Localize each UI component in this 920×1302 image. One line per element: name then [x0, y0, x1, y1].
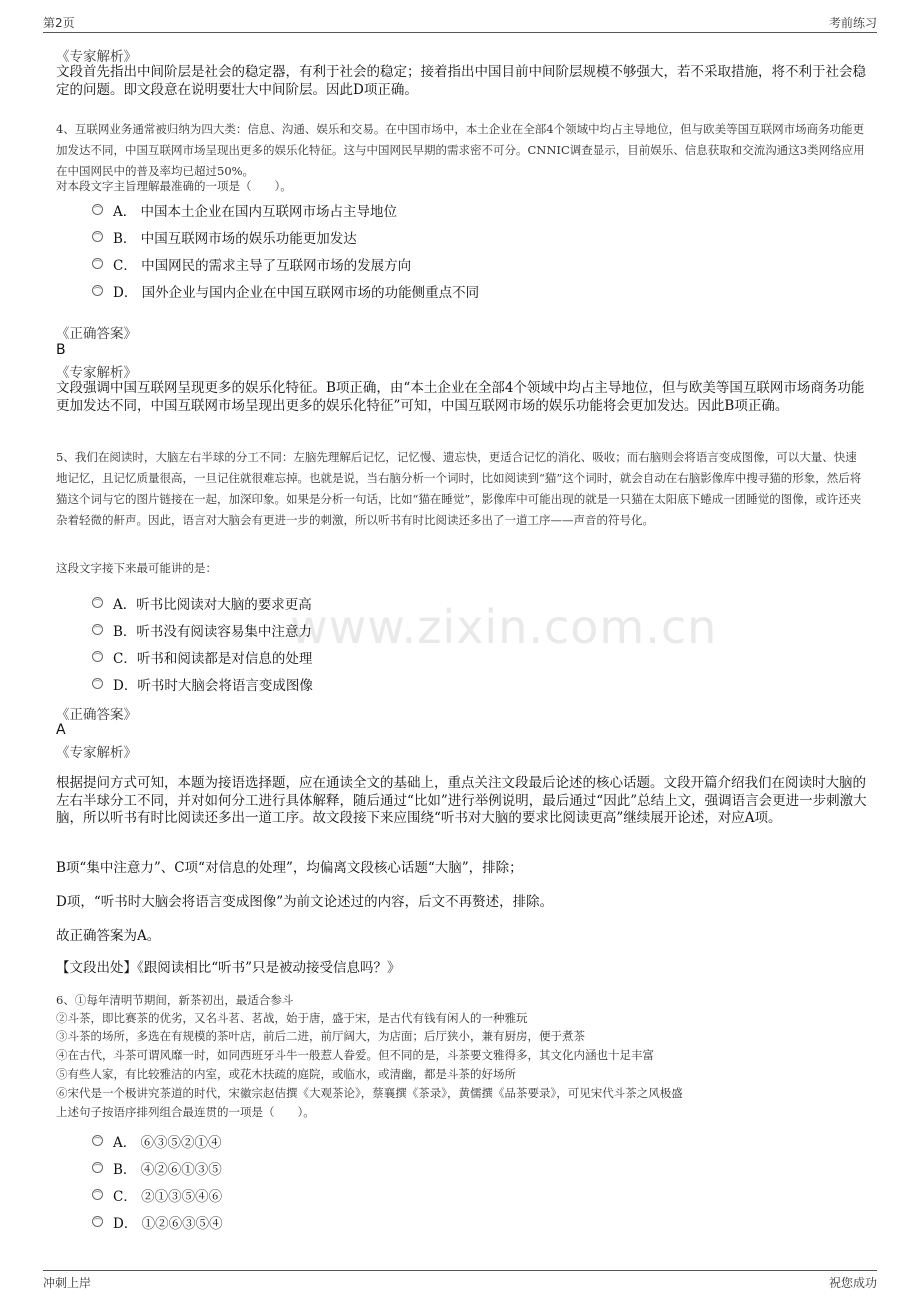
option-label: A． 中国本土企业在国内互联网市场占主导地位 [113, 204, 398, 220]
footer-right: 祝您成功 [828, 1276, 877, 1290]
header-title: 考前练习 [828, 16, 877, 30]
radio-icon[interactable] [92, 258, 103, 269]
radio-icon[interactable] [92, 624, 103, 635]
q3-expert-label: 《专家解析》 [56, 49, 137, 65]
q4-option-a[interactable] [92, 200, 792, 220]
q6-option-c[interactable] [92, 1185, 792, 1205]
option-label: C． 中国网民的需求主导了互联网市场的发展方向 [113, 258, 412, 274]
option-label: D． ①②⑥③⑤④ [113, 1216, 223, 1232]
q5-option-b[interactable] [92, 620, 792, 640]
radio-icon[interactable] [92, 1216, 103, 1227]
q6-question: 上述句子按语序排列组合最连贯的一项是（ ）。 [56, 1105, 315, 1119]
q6-line-1: 6、①每年清明节期间，新茶初出，最适合参斗 [56, 993, 294, 1007]
radio-icon[interactable] [92, 1135, 103, 1146]
q5-explanation-para-1: 根据提问方式可知，本题为接语选择题，应在通读全文的基础上，重点关注文段最后论述的核心话题。文段开篇介绍我们在阅读时大脑的左右半球分工不同，并对如何分工进行具体解释，随后通过“比如”进行举例说明，最后通过“因此”总结上文，强调语言会更进一步刺激大脑，所以听书有时比阅读还多出一道工序。故文段接下来应围绕“听书对大脑的要求比阅读更高”继续展开论述，对应A项。 [56, 775, 867, 826]
radio-icon[interactable] [92, 1162, 103, 1173]
q5-option-c[interactable] [92, 647, 792, 667]
option-label: B． ④②⑥①③⑤ [113, 1162, 222, 1178]
q4-option-c[interactable] [92, 254, 792, 274]
q5-answer-label: 《正确答案》 [56, 707, 137, 723]
q4-question: 对本段文字主旨理解最准确的一项是（ ）。 [56, 179, 292, 193]
option-label: C．听书和阅读都是对信息的处理 [113, 651, 313, 667]
q5-explanation-para-4: 故正确答案为A。 [56, 928, 161, 944]
q5-explanation-para-3: D项，“听书时大脑会将语言变成图像”为前文论述过的内容，后文不再赘述，排除。 [56, 894, 554, 910]
q6-line-6: ⑥宋代是一个极讲究茶道的时代，宋徽宗赵佶撰《大观茶论》，蔡襄撰《茶录》，黄儒撰《品茶要录》，可见宋代斗茶之风极盛 [56, 1086, 683, 1100]
option-label: B．听书没有阅读容易集中注意力 [113, 624, 312, 640]
radio-icon[interactable] [92, 678, 103, 689]
q4-expert-label: 《专家解析》 [56, 365, 137, 381]
radio-icon[interactable] [92, 597, 103, 608]
option-label: A． ⑥③⑤②①④ [113, 1135, 222, 1151]
radio-icon[interactable] [92, 1189, 103, 1200]
q4-option-b[interactable] [92, 227, 792, 247]
option-label: B． 中国互联网市场的娱乐功能更加发达 [113, 231, 357, 247]
q4-answer: B [56, 342, 66, 358]
q6-line-5: ⑤有些人家，有比较雅洁的内室，或花木扶疏的庭院，或临水，或清幽，都是斗茶的好场所 [56, 1067, 516, 1081]
q6-line-4: ④在古代，斗茶可谓风靡一时，如同西班牙斗牛一般惹人眷爱。但不同的是，斗茶要文雅得多，其文化内涵也十足丰富 [56, 1048, 654, 1062]
radio-icon[interactable] [92, 285, 103, 296]
q5-stem: 5、我们在阅读时，大脑左右半球的分工不同：左脑先理解后记忆，记忆慢、遗忘快，更适合记忆的消化、吸收；而右脑则会将语言变成图像，可以大量、快速地记忆，且记忆质量很高，一旦记住就很难忘掉。也就是说，当右脑分析一个词时，比如阅读到“猫”这个词时，就会自动在右脑影像库中搜寻猫的形象，然后将猫这个词与它的图片链接在一起，加深印象。如果是分析一句话，比如“猫在睡觉”，影像库中可能出现的就是一只猫在太阳底下蜷成一团睡觉的图像，或许还夹杂着轻微的鼾声。因此，语言对大脑会有更进一步的刺激，所以听书有时比阅读还多出了一道工序——声音的符号化。 [56, 450, 862, 527]
q5-option-a[interactable] [92, 593, 792, 613]
q5-expert-label: 《专家解析》 [56, 745, 137, 761]
q5-source: 【文段出处】《跟阅读相比“听书”只是被动接受信息吗？》 [56, 960, 401, 976]
page-number: 第2页 [43, 16, 75, 30]
q5-explanation-para-2: B项“集中注意力”、C项“对信息的处理”，均偏离文段核心话题“大脑”，排除； [56, 860, 523, 876]
radio-icon[interactable] [92, 204, 103, 215]
page-footer [43, 1270, 877, 1294]
q6-line-3: ③斗茶的场所，多选在有规模的茶叶店，前后二进，前厅阔大，为店面；后厅狭小，兼有厨房，便于煮茶 [56, 1029, 585, 1043]
radio-icon[interactable] [92, 231, 103, 242]
option-label: C． ②①③⑤④⑥ [113, 1189, 223, 1205]
q5-option-d[interactable] [92, 674, 792, 694]
q4-explanation: 文段强调中国互联网呈现更多的娱乐化特征。B项正确，由“本土企业在全部4个领域中均占主导地位，但与欧美等国互联网市场商务功能更加发达不同，中国互联网市场呈现出更多的娱乐化特征”可知，中国互联网市场的娱乐功能将会更加发达。因此B项正确。 [56, 380, 865, 414]
q5-question: 这段文字接下来最可能讲的是： [56, 561, 217, 575]
page-header [43, 14, 877, 33]
option-label: A．听书比阅读对大脑的要求更高 [113, 597, 312, 613]
q4-stem: 4、互联网业务通常被归纳为四大类：信息、沟通、娱乐和交易。在中国市场中，本土企业在全部4个领域中均占主导地位，但与欧美等国互联网市场商务功能更加发达不同，中国互联网市场呈现出更多的娱乐化特征。这与中国网民早期的需求密不可分。CNNIC调查显示，目前娱乐、信息获取和交流沟通这3类网络应用在中国网民中的普及率均已超过50%。 [56, 122, 865, 178]
q6-option-a[interactable] [92, 1131, 792, 1151]
q5-answer: A [56, 722, 66, 738]
radio-icon[interactable] [92, 651, 103, 662]
watermark: www.zixin.com.cn [290, 600, 718, 654]
q4-option-d[interactable] [92, 281, 792, 301]
option-label: D．听书时大脑会将语言变成图像 [113, 678, 313, 694]
q4-answer-label: 《正确答案》 [56, 326, 137, 342]
footer-left: 冲刺上岸 [43, 1276, 92, 1290]
q3-explanation: 文段首先指出中间阶层是社会的稳定器，有利于社会的稳定；接着指出中国目前中间阶层规模不够强大，若不采取措施，将不利于社会稳定的问题。即文段意在说明要壮大中间阶层。因此D项正确。 [56, 64, 866, 98]
q6-option-b[interactable] [92, 1158, 792, 1178]
q6-line-2: ②斗茶，即比赛茶的优劣，又名斗茗、茗战，始于唐，盛于宋，是古代有钱有闲人的一种雅玩 [56, 1011, 528, 1025]
option-label: D． 国外企业与国内企业在中国互联网市场的功能侧重点不同 [113, 285, 480, 301]
q6-option-d[interactable] [92, 1212, 792, 1232]
